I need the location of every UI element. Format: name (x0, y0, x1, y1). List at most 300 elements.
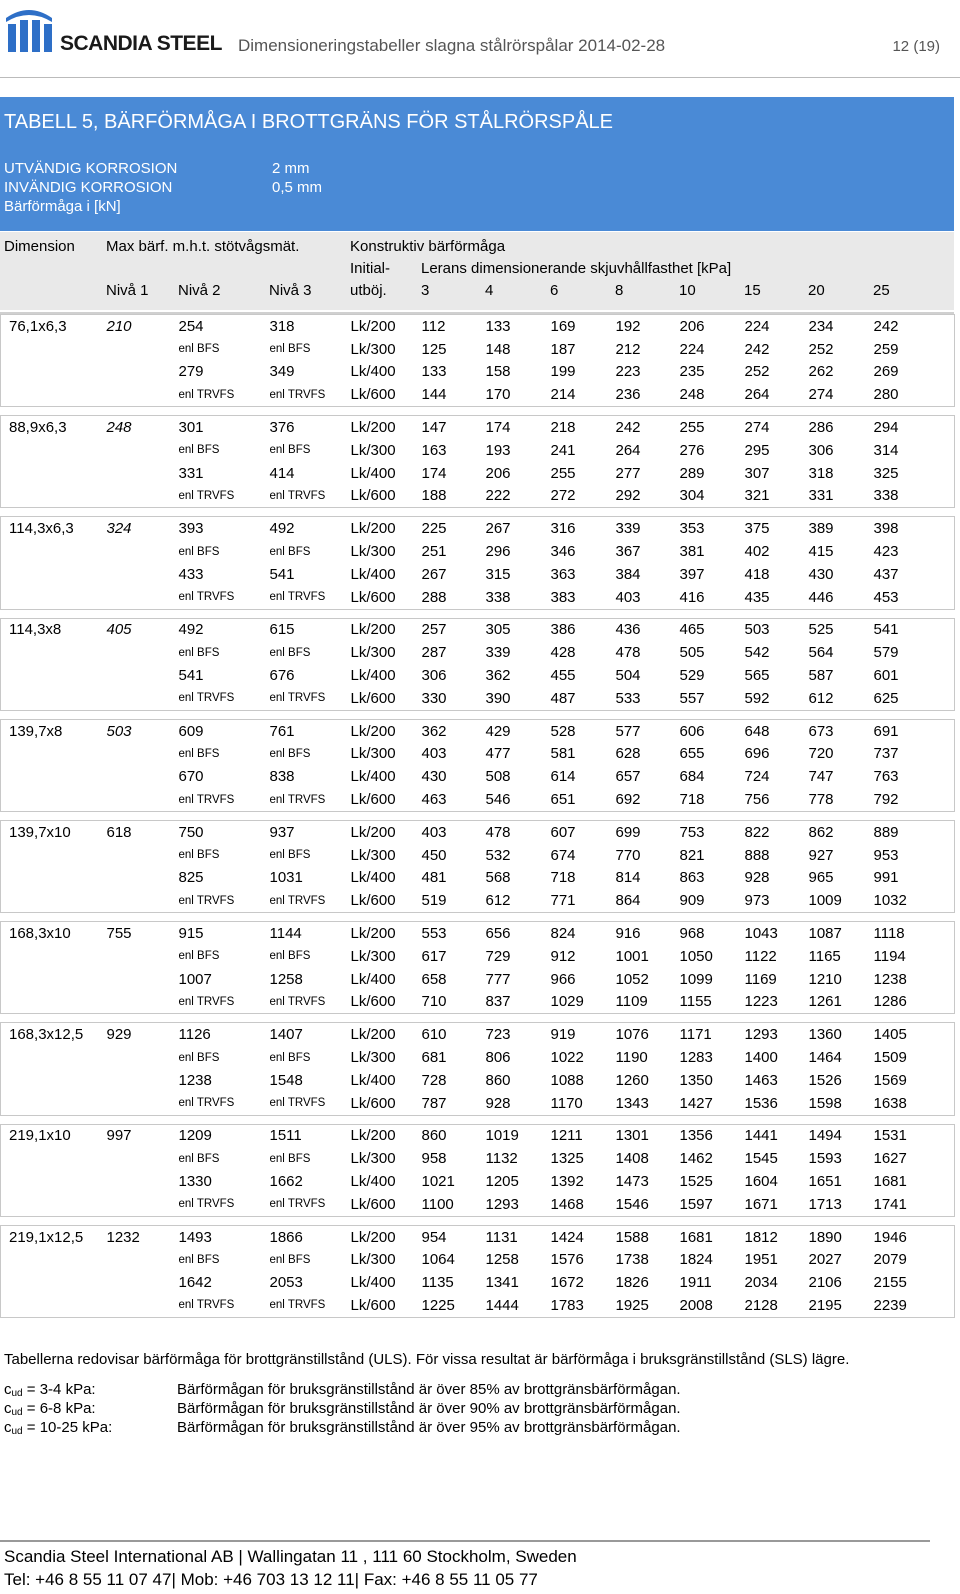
value-cell: 973 (744, 892, 770, 910)
value-cell: 1400 (744, 1049, 778, 1066)
footer-address: Scandia Steel International AB | Wallingatan 11 , 111 60 Stockholm, Sweden (4, 1547, 577, 1566)
niva1-cell: 929 (106, 1026, 132, 1044)
value-cell: 1019 (485, 1127, 519, 1145)
lk-cell: Lk/600 (350, 1094, 396, 1112)
param-label: UTVÄNDIG KORROSION (4, 160, 178, 177)
lk-cell: Lk/400 (350, 768, 396, 786)
col-strength: 15 (744, 282, 761, 299)
value-cell: 218 (550, 419, 576, 437)
value-cell: 1536 (744, 1094, 778, 1112)
value-cell: 1165 (808, 947, 841, 965)
lk-cell: Lk/200 (350, 1127, 396, 1145)
lk-cell: Lk/600 (350, 1195, 396, 1213)
niva3-cell: 318 (269, 317, 295, 335)
value-cell: 1638 (873, 1094, 907, 1112)
value-cell: 331 (808, 487, 834, 505)
table-row (1, 1023, 955, 1046)
lk-cell: Lk/400 (350, 869, 396, 887)
value-cell: 1651 (808, 1172, 842, 1190)
table-row (1, 1092, 955, 1115)
lk-cell: Lk/200 (350, 419, 396, 437)
col-strength: 4 (485, 282, 494, 299)
niva1-cell (107, 991, 179, 1014)
value-cell: 2027 (808, 1251, 842, 1269)
value-cell: 478 (615, 644, 641, 662)
value-cell: 428 (550, 644, 576, 662)
lk-cell: Lk/600 (350, 892, 396, 910)
value-cell: 503 (744, 621, 770, 639)
niva3-cell: 1407 (269, 1026, 303, 1044)
value-cell: 274 (744, 419, 770, 437)
value-cell: 1022 (550, 1049, 584, 1066)
lk-cell: Lk/200 (350, 621, 396, 639)
niva2-cell: 541 (178, 667, 204, 685)
value-cell: 1509 (873, 1049, 907, 1066)
dimension-cell (1, 867, 107, 890)
value-cell: 1826 (615, 1274, 649, 1292)
niva2-cell: enl TRVFS (178, 1097, 235, 1110)
value-cell: 1598 (808, 1094, 842, 1112)
niva2-cell: 1238 (178, 1071, 212, 1089)
value-cell: 386 (550, 621, 576, 639)
niva2-cell: 393 (178, 520, 204, 538)
value-cell: 255 (550, 464, 576, 482)
value-cell: 286 (808, 419, 834, 437)
dimension-cell (1, 1271, 107, 1294)
value-cell: 305 (485, 621, 511, 639)
niva2-cell: 254 (178, 317, 204, 335)
value-cell: 188 (421, 487, 447, 505)
value-cell: 397 (679, 565, 705, 583)
value-cell: 916 (615, 925, 641, 943)
niva2-cell: 1007 (178, 970, 212, 988)
niva1-cell (107, 485, 179, 508)
niva1-cell: 1232 (106, 1228, 140, 1246)
value-cell: 674 (550, 846, 576, 864)
value-cell: 314 (873, 441, 899, 459)
value-cell: 477 (485, 745, 511, 763)
dimension-cell: 114,3x6,3 (9, 520, 74, 538)
dimension-cell (1, 1248, 107, 1271)
group-spacer (1, 811, 955, 820)
value-cell: 398 (873, 520, 899, 538)
lk-cell: Lk/200 (350, 823, 396, 841)
value-cell: 252 (808, 340, 834, 358)
value-cell: 1225 (421, 1296, 455, 1314)
niva3-cell: enl BFS (269, 1051, 311, 1064)
dimension-group (1, 517, 955, 609)
value-cell: 225 (421, 520, 447, 538)
table-row (1, 788, 955, 811)
value-cell: 242 (744, 340, 770, 358)
table-row (1, 664, 955, 687)
value-cell: 691 (873, 722, 899, 740)
note-text: Bärförmågan för bruksgränstillstånd är över 85% av brottgränsbärförmågan. (177, 1381, 681, 1398)
value-cell: 1211 (550, 1127, 583, 1145)
table-row (1, 462, 955, 485)
document-title: Dimensioneringstabeller slagna stålrörspålar 2014-02-28 (238, 36, 666, 55)
value-cell: 533 (615, 689, 641, 707)
lk-cell: Lk/400 (350, 667, 396, 685)
value-cell: 1032 (873, 892, 907, 910)
niva1-cell (107, 361, 179, 384)
value-cell: 928 (485, 1094, 511, 1112)
value-cell: 968 (679, 925, 705, 943)
table-row (1, 416, 955, 439)
value-cell: 806 (485, 1049, 511, 1066)
value-cell: 1360 (808, 1026, 842, 1044)
value-cell: 565 (744, 667, 770, 685)
niva3-cell: 349 (269, 363, 295, 381)
table-row (1, 563, 955, 586)
niva1-cell (107, 1294, 179, 1317)
lk-cell: Lk/600 (350, 1296, 396, 1314)
value-cell: 169 (550, 317, 576, 335)
lk-cell: Lk/600 (350, 487, 396, 505)
value-cell: 1741 (873, 1195, 907, 1213)
niva1-cell (107, 687, 179, 710)
param-value: 2 mm (272, 160, 310, 177)
lk-cell: Lk/300 (350, 1251, 396, 1269)
value-cell: 1405 (873, 1026, 907, 1044)
value-cell: 504 (615, 667, 641, 685)
niva3-cell: 761 (269, 722, 295, 740)
scandia-steel-logo-icon (4, 4, 54, 54)
value-cell: 214 (550, 386, 576, 404)
value-cell: 1681 (873, 1172, 907, 1190)
value-cell: 306 (808, 441, 834, 459)
value-cell: 532 (485, 846, 511, 864)
value-cell: 174 (421, 464, 447, 482)
niva3-cell: enl BFS (269, 646, 311, 659)
dimension-cell: 114,3x8 (9, 621, 62, 639)
value-cell: 1301 (615, 1127, 649, 1145)
value-cell: 1408 (615, 1150, 649, 1168)
value-cell: 418 (744, 565, 770, 583)
group-spacer (1, 710, 955, 719)
value-cell: 276 (679, 441, 705, 459)
niva3-cell: enl BFS (269, 950, 311, 963)
value-cell: 505 (679, 644, 705, 662)
lk-cell: Lk/200 (350, 520, 396, 538)
niva3-cell: 1144 (269, 925, 302, 943)
value-cell: 288 (421, 588, 447, 606)
niva1-cell (107, 1170, 179, 1193)
niva2-cell: 301 (178, 419, 204, 437)
value-cell: 318 (808, 464, 834, 482)
lk-cell: Lk/300 (350, 543, 396, 561)
value-cell: 223 (615, 363, 641, 381)
value-cell: 648 (744, 722, 770, 740)
table-row (1, 361, 955, 384)
dimension-group (1, 1225, 955, 1317)
dimension-cell (1, 586, 107, 609)
value-cell: 1783 (550, 1296, 584, 1314)
value-cell: 710 (421, 993, 447, 1011)
value-cell: 625 (873, 689, 899, 707)
niva3-cell: enl TRVFS (269, 489, 326, 502)
dimension-cell: 219,1x12,5 (9, 1228, 84, 1246)
niva2-cell: enl BFS (178, 950, 220, 963)
value-cell: 1099 (679, 970, 713, 988)
value-cell: 306 (421, 667, 447, 685)
value-cell: 453 (873, 588, 899, 606)
niva2-cell: 825 (178, 869, 204, 887)
value-cell: 267 (485, 520, 511, 538)
niva1-cell (107, 1092, 179, 1115)
footer-divider (0, 1540, 930, 1542)
value-cell: 541 (873, 621, 899, 639)
table-row (1, 889, 955, 912)
value-cell: 1260 (615, 1071, 649, 1089)
value-cell: 1444 (485, 1296, 519, 1314)
niva1-cell (107, 462, 179, 485)
value-cell: 1021 (421, 1172, 455, 1190)
dimension-cell (1, 1046, 107, 1069)
value-cell: 259 (873, 340, 899, 358)
value-cell: 720 (808, 745, 834, 763)
value-cell: 792 (873, 791, 899, 809)
value-cell: 1545 (744, 1150, 778, 1168)
value-cell: 770 (615, 846, 641, 864)
niva1-cell (107, 586, 179, 609)
niva3-cell: enl BFS (269, 1152, 311, 1165)
value-cell: 657 (615, 768, 641, 786)
value-cell: 1604 (744, 1172, 778, 1190)
niva1-cell: 248 (106, 419, 132, 437)
value-cell: 912 (550, 947, 576, 965)
value-cell: 307 (744, 464, 770, 482)
value-cell: 144 (421, 386, 447, 404)
col-niva2: Nivå 2 (178, 282, 221, 299)
table-row (1, 867, 955, 890)
value-cell: 367 (615, 543, 641, 561)
value-cell: 415 (808, 543, 834, 561)
value-cell: 465 (679, 621, 705, 639)
dimension-cell (1, 844, 107, 867)
lk-cell: Lk/300 (350, 340, 396, 358)
dimension-cell (1, 765, 107, 788)
value-cell: 1009 (808, 892, 842, 910)
col-strength: 25 (873, 282, 890, 299)
group-spacer (1, 1115, 955, 1124)
niva1-cell (107, 383, 179, 406)
niva2-cell: enl BFS (178, 545, 220, 558)
param-label: INVÄNDIG KORROSION (4, 179, 173, 196)
value-cell: 778 (808, 791, 834, 809)
dimension-cell (1, 743, 107, 766)
lk-cell: Lk/200 (350, 722, 396, 740)
value-cell: 1526 (808, 1071, 842, 1089)
value-cell: 206 (679, 317, 705, 335)
value-cell: 2079 (873, 1251, 907, 1269)
value-cell: 170 (485, 386, 511, 404)
value-cell: 1001 (615, 947, 649, 965)
value-cell: 147 (421, 419, 447, 437)
niva2-cell: 1209 (178, 1127, 212, 1145)
capacity-table (0, 314, 955, 1318)
value-cell: 1293 (744, 1026, 778, 1044)
value-cell: 928 (744, 869, 770, 887)
niva2-cell: enl TRVFS (178, 1198, 235, 1211)
value-cell: 1155 (679, 993, 712, 1011)
value-cell: 435 (744, 588, 770, 606)
param-label: Bärförmåga i [kN] (4, 198, 121, 215)
dimension-cell (1, 361, 107, 384)
value-cell: 1171 (679, 1026, 712, 1044)
lk-cell: Lk/600 (350, 993, 396, 1011)
value-cell: 1946 (873, 1228, 907, 1246)
value-cell: 729 (485, 947, 511, 965)
niva3-cell: enl BFS (269, 343, 311, 356)
value-cell: 192 (615, 317, 641, 335)
value-cell: 430 (421, 768, 447, 786)
niva1-cell (107, 1193, 179, 1216)
value-cell: 860 (485, 1071, 511, 1089)
table-row (1, 517, 955, 540)
table-row (1, 1069, 955, 1092)
footer-contact: Tel: +46 8 55 11 07 47| Mob: +46 703 13 12 11| Fax: +46 8 55 11 05 77 (4, 1570, 538, 1589)
value-cell: 1911 (679, 1274, 712, 1292)
value-cell: 450 (421, 846, 447, 864)
niva2-cell: 1330 (178, 1172, 212, 1190)
niva3-cell: enl TRVFS (269, 1299, 326, 1312)
value-cell: 991 (873, 869, 899, 887)
value-cell: 1286 (873, 993, 907, 1011)
table-row (1, 618, 955, 641)
dimension-cell (1, 788, 107, 811)
table-row (1, 1294, 955, 1317)
value-cell: 1424 (550, 1228, 584, 1246)
niva1-cell (107, 338, 179, 361)
value-cell: 325 (873, 464, 899, 482)
niva3-cell: enl BFS (269, 444, 311, 457)
lk-cell: Lk/400 (350, 1274, 396, 1292)
value-cell: 423 (873, 543, 899, 561)
dimension-cell (1, 1170, 107, 1193)
table-row (1, 968, 955, 991)
dimension-group (1, 719, 955, 811)
value-cell: 681 (421, 1049, 447, 1066)
value-cell: 296 (485, 543, 511, 561)
value-cell: 224 (744, 317, 770, 335)
lk-cell: Lk/300 (350, 441, 396, 459)
col-strength: 8 (615, 282, 624, 299)
value-cell: 954 (421, 1228, 447, 1246)
value-cell: 416 (679, 588, 705, 606)
value-cell: 658 (421, 970, 447, 988)
value-cell: 330 (421, 689, 447, 707)
value-cell: 2195 (808, 1296, 842, 1314)
value-cell: 718 (679, 791, 705, 809)
niva1-cell (107, 1271, 179, 1294)
value-cell: 287 (421, 644, 447, 662)
value-cell: 353 (679, 520, 705, 538)
niva3-cell: enl BFS (269, 545, 311, 558)
table-row (1, 439, 955, 462)
table-row (1, 922, 955, 945)
dimension-group (1, 618, 955, 710)
value-cell: 193 (485, 441, 511, 459)
value-cell: 723 (485, 1026, 511, 1044)
dimension-cell (1, 1092, 107, 1115)
value-cell: 294 (873, 419, 899, 437)
table-row (1, 991, 955, 1014)
niva2-cell: enl TRVFS (178, 793, 235, 806)
value-cell: 255 (679, 419, 705, 437)
niva1-cell: 503 (106, 722, 132, 740)
niva2-cell: enl BFS (178, 1253, 220, 1266)
value-cell: 236 (615, 386, 641, 404)
niva3-cell: enl TRVFS (269, 793, 326, 806)
param-value: 0,5 mm (272, 179, 323, 196)
value-cell: 1427 (679, 1094, 713, 1112)
value-cell: 528 (550, 722, 576, 740)
niva1-cell: 210 (106, 317, 132, 335)
niva2-cell: enl TRVFS (178, 692, 235, 705)
lk-cell: Lk/200 (350, 1228, 396, 1246)
value-cell: 814 (615, 869, 641, 887)
value-cell: 587 (808, 667, 834, 685)
table-row (1, 1124, 955, 1147)
value-cell: 295 (744, 441, 770, 459)
table-row (1, 1170, 955, 1193)
value-cell: 1131 (485, 1228, 518, 1246)
value-cell: 235 (679, 363, 705, 381)
value-cell: 771 (550, 892, 576, 910)
lk-cell: Lk/600 (350, 791, 396, 809)
value-cell: 1283 (679, 1049, 713, 1066)
value-cell: 581 (550, 745, 576, 763)
value-cell: 125 (421, 340, 447, 358)
niva3-cell: 1662 (269, 1172, 303, 1190)
group-spacer (1, 913, 955, 922)
col-initial: Initial- (350, 260, 391, 277)
value-cell: 592 (744, 689, 770, 707)
niva1-cell: 997 (106, 1127, 132, 1145)
value-cell: 655 (679, 745, 705, 763)
value-cell: 338 (873, 487, 899, 505)
niva3-cell: 541 (269, 565, 295, 583)
table-row (1, 315, 955, 338)
value-cell: 673 (808, 722, 834, 740)
dimension-group (1, 416, 955, 508)
value-cell: 1824 (679, 1251, 713, 1269)
niva3-cell: 1548 (269, 1071, 303, 1089)
lk-cell: Lk/200 (350, 925, 396, 943)
value-cell: 1194 (873, 947, 906, 965)
value-cell: 656 (485, 925, 511, 943)
lk-cell: Lk/400 (350, 1071, 396, 1089)
lk-cell: Lk/400 (350, 363, 396, 381)
niva2-cell: enl BFS (178, 1051, 220, 1064)
note-range: $c_{ud} = 3-4$ kPa: (4, 1381, 96, 1399)
niva2-cell: 279 (178, 363, 204, 381)
page-number: 12 (19) (892, 38, 940, 55)
niva1-cell (107, 743, 179, 766)
value-cell: 1258 (485, 1251, 519, 1269)
niva2-cell: enl BFS (178, 747, 220, 760)
lk-cell: Lk/200 (350, 317, 396, 335)
value-cell: 362 (421, 722, 447, 740)
niva3-cell: enl TRVFS (269, 995, 326, 1008)
dimension-cell (1, 338, 107, 361)
table-row (1, 383, 955, 406)
value-cell: 862 (808, 823, 834, 841)
value-cell: 1135 (421, 1274, 454, 1292)
value-cell: 429 (485, 722, 511, 740)
value-cell: 199 (550, 363, 576, 381)
